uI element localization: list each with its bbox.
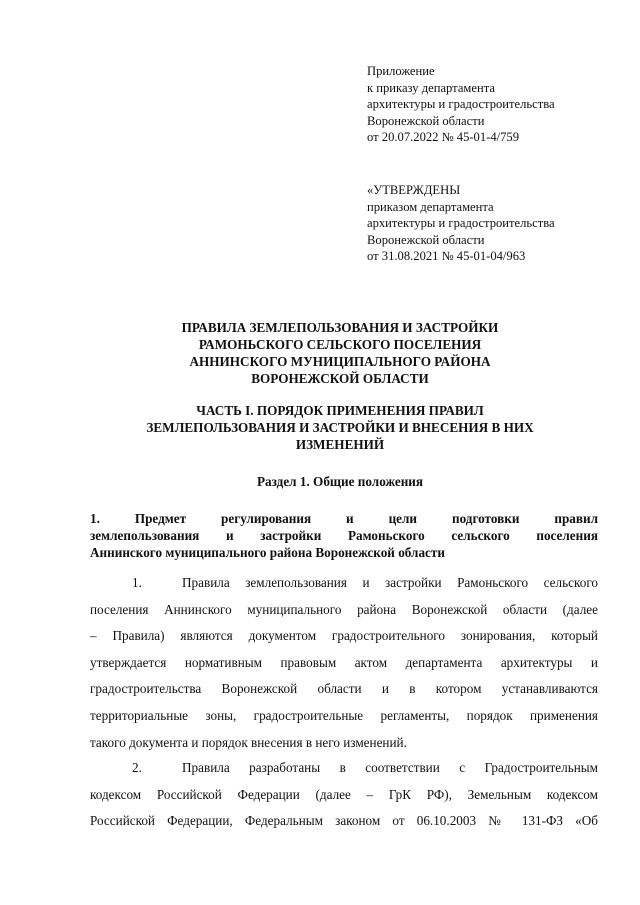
paragraph-text: Правила разработаны в соответствии с Градостроительным (182, 760, 598, 775)
paragraph-line: поселения Аннинского муниципального района Воронежской области (далее (90, 601, 598, 617)
paragraph-number: 1. (132, 575, 142, 590)
approved-line: «УТВЕРЖДЕНЫ (367, 183, 461, 197)
approved-line: от 31.08.2021 № 45-01-04/963 (367, 249, 526, 264)
approved-by-block (367, 182, 617, 265)
paragraph-number: 2. (132, 760, 142, 775)
paragraph-text: Правила землепользования и застройки Рамоньского сельского (182, 575, 598, 590)
approved-line: Воронежской области (367, 232, 485, 247)
appendix-line: к приказу департамента (367, 80, 495, 95)
article-heading-line: 1. Предмет регулирования и цели подготовки правил (90, 511, 598, 526)
appendix-line: Приложение (367, 64, 435, 78)
part-title (80, 402, 600, 453)
paragraph-line: Российской Федерации, Федеральным законом от 06.10.2003 № 131-ФЗ «Об (90, 813, 598, 829)
document-title-line: АННИНСКОГО МУНИЦИПАЛЬНОГО РАЙОНА (189, 354, 491, 369)
paragraph-line: такого документа и порядок внесения в него изменений. (90, 734, 407, 750)
document-title (80, 319, 600, 387)
paragraph-1 (90, 570, 598, 756)
part-title-line: ЗЕМЛЕПОЛЬЗОВАНИЯ И ЗАСТРОЙКИ И ВНЕСЕНИЯ В НИХ (146, 420, 534, 435)
document-title-line: ВОРОНЕЖСКОЙ ОБЛАСТИ (251, 371, 429, 386)
article-heading-line: землепользования и застройки Рамоньского сельского поселения (90, 528, 598, 543)
approved-line: архитектуры и градостроительства (367, 216, 555, 231)
paragraph-line: кодексом Российской Федерации (далее – ГрК РФ), Земельным кодексом (90, 786, 598, 802)
paragraph-2 (90, 755, 598, 835)
paragraph-line (90, 570, 598, 597)
appendix-line: от 20.07.2022 № 45-01-4/759 (367, 130, 520, 145)
paragraph-line (90, 755, 598, 782)
paragraph-line: градостроительства Воронежской области и в котором устанавливаются (90, 681, 598, 697)
article-heading-line: Аннинского муниципального района Воронежской области (90, 545, 445, 560)
document-title-line: ПРАВИЛА ЗЕМЛЕПОЛЬЗОВАНИЯ И ЗАСТРОЙКИ (181, 320, 499, 335)
appendix-line: архитектуры и градостроительства (367, 97, 555, 112)
part-title-line: ИЗМЕНЕНИЙ (295, 437, 385, 452)
approved-line: приказом департамента (367, 199, 494, 214)
paragraph-line: утверждается нормативным правовым актом департамента архитектуры и (90, 654, 598, 670)
paragraph-line: территориальные зоны, градостроительные регламенты, порядок применения (90, 707, 598, 723)
article-heading (90, 510, 598, 561)
section-title: Раздел 1. Общие положения (256, 474, 424, 489)
appendix-header-block (367, 63, 617, 146)
document-title-line: РАМОНЬСКОГО СЕЛЬСКОГО ПОСЕЛЕНИЯ (198, 337, 482, 352)
part-title-line: ЧАСТЬ I. ПОРЯДОК ПРИМЕНЕНИЯ ПРАВИЛ (196, 403, 484, 418)
paragraph-line: – Правила) являются документом градостроительного зонирования, который (90, 628, 598, 644)
appendix-line: Воронежской области (367, 113, 485, 128)
